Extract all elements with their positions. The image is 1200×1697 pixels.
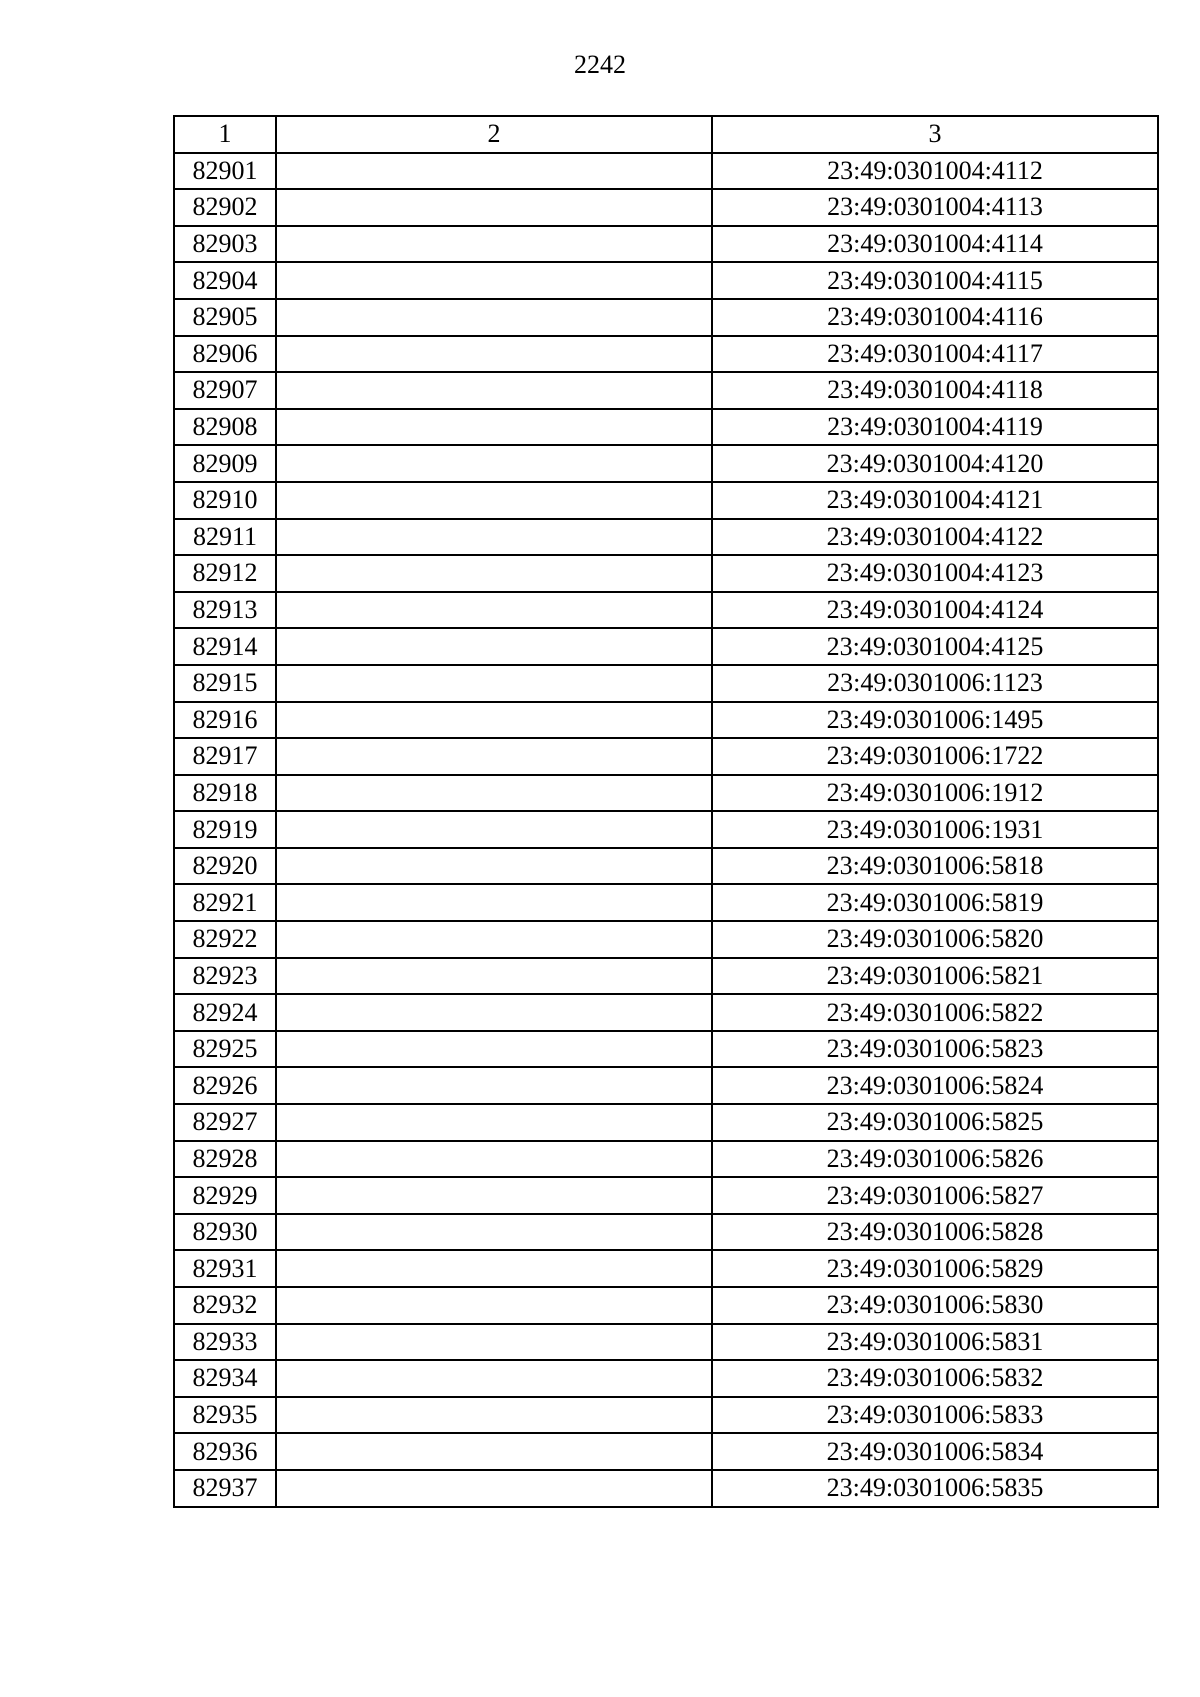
table-row [174,1470,1158,1507]
cadastral-number-cell: 23:49:0301006:1912 [712,775,1158,812]
table-row [174,775,1158,812]
cadastral-number-cell: 23:49:0301006:5826 [712,1141,1158,1178]
table-row [174,1433,1158,1470]
name-cell [276,702,712,739]
cadastral-number-cell: 23:49:0301004:4125 [712,628,1158,665]
name-cell [276,775,712,812]
row-number-cell: 82924 [174,994,276,1031]
cadastral-number-cell: 23:49:0301004:4114 [712,226,1158,263]
name-cell [276,1250,712,1287]
row-number-cell: 82919 [174,811,276,848]
table-row [174,372,1158,409]
row-number-cell: 82930 [174,1214,276,1251]
name-cell [276,1360,712,1397]
name-cell [276,445,712,482]
table-row [174,299,1158,336]
name-cell [276,848,712,885]
row-number-cell: 82922 [174,921,276,958]
table-row [174,884,1158,921]
name-cell [276,1031,712,1068]
row-number-cell: 82903 [174,226,276,263]
table-row [174,262,1158,299]
table-row [174,1360,1158,1397]
cadastral-number-cell: 23:49:0301004:4121 [712,482,1158,519]
name-cell [276,1433,712,1470]
cadastral-number-cell: 23:49:0301006:5828 [712,1214,1158,1251]
name-cell [276,336,712,373]
cadastral-number-cell: 23:49:0301006:1123 [712,665,1158,702]
name-cell [276,1324,712,1361]
name-cell [276,262,712,299]
register-table [173,115,1159,1508]
table-row [174,1067,1158,1104]
cadastral-number-cell: 23:49:0301006:5835 [712,1470,1158,1507]
row-number-cell: 82913 [174,592,276,629]
cadastral-number-cell: 23:49:0301004:4119 [712,409,1158,446]
name-cell [276,409,712,446]
row-number-cell: 82929 [174,1177,276,1214]
cadastral-number-cell: 23:49:0301006:1495 [712,702,1158,739]
table-row [174,592,1158,629]
row-number-cell: 82934 [174,1360,276,1397]
row-number-cell: 82915 [174,665,276,702]
table-row [174,811,1158,848]
page-number: 2242 [574,50,626,79]
row-number-cell: 82918 [174,775,276,812]
column-header-2: 2 [276,116,712,153]
table-row [174,1214,1158,1251]
name-cell [276,1141,712,1178]
name-cell [276,921,712,958]
name-cell [276,628,712,665]
cadastral-number-cell: 23:49:0301004:4113 [712,189,1158,226]
table-row [174,848,1158,885]
table-row [174,1177,1158,1214]
row-number-cell: 82905 [174,299,276,336]
cadastral-number-cell: 23:49:0301004:4116 [712,299,1158,336]
row-number-cell: 82901 [174,153,276,190]
row-number-cell: 82920 [174,848,276,885]
table-row [174,336,1158,373]
cadastral-number-cell: 23:49:0301006:5824 [712,1067,1158,1104]
cadastral-number-cell: 23:49:0301006:5831 [712,1324,1158,1361]
name-cell [276,738,712,775]
name-cell [276,1104,712,1141]
table-row [174,1250,1158,1287]
row-number-cell: 82904 [174,262,276,299]
name-cell [276,958,712,995]
column-header-3: 3 [712,116,1158,153]
cadastral-number-cell: 23:49:0301004:4123 [712,555,1158,592]
table-body [174,153,1158,1507]
cadastral-number-cell: 23:49:0301006:5818 [712,848,1158,885]
row-number-cell: 82911 [174,519,276,556]
table-row [174,628,1158,665]
row-number-cell: 82932 [174,1287,276,1324]
cadastral-number-cell: 23:49:0301006:5822 [712,994,1158,1031]
row-number-cell: 82928 [174,1141,276,1178]
table-row [174,702,1158,739]
table-row [174,1104,1158,1141]
table-row [174,482,1158,519]
name-cell [276,482,712,519]
name-cell [276,1470,712,1507]
cadastral-number-cell: 23:49:0301004:4112 [712,153,1158,190]
row-number-cell: 82935 [174,1397,276,1434]
row-number-cell: 82914 [174,628,276,665]
row-number-cell: 82923 [174,958,276,995]
row-number-cell: 82908 [174,409,276,446]
row-number-cell: 82926 [174,1067,276,1104]
cadastral-number-cell: 23:49:0301004:4117 [712,336,1158,373]
cadastral-number-cell: 23:49:0301004:4122 [712,519,1158,556]
row-number-cell: 82910 [174,482,276,519]
cadastral-number-cell: 23:49:0301006:1931 [712,811,1158,848]
row-number-cell: 82907 [174,372,276,409]
name-cell [276,884,712,921]
cadastral-number-cell: 23:49:0301006:5834 [712,1433,1158,1470]
name-cell [276,1214,712,1251]
cadastral-number-cell: 23:49:0301006:5823 [712,1031,1158,1068]
table-row [174,226,1158,263]
name-cell [276,226,712,263]
table-row [174,409,1158,446]
row-number-cell: 82902 [174,189,276,226]
cadastral-number-cell: 23:49:0301004:4120 [712,445,1158,482]
cadastral-number-cell: 23:49:0301006:5830 [712,1287,1158,1324]
cadastral-number-cell: 23:49:0301006:5825 [712,1104,1158,1141]
table-row [174,1324,1158,1361]
column-header-1: 1 [174,116,276,153]
cadastral-number-cell: 23:49:0301006:5820 [712,921,1158,958]
name-cell [276,665,712,702]
cadastral-number-cell: 23:49:0301004:4118 [712,372,1158,409]
row-number-cell: 82921 [174,884,276,921]
cadastral-number-cell: 23:49:0301006:5819 [712,884,1158,921]
table-row [174,738,1158,775]
name-cell [276,519,712,556]
row-number-cell: 82917 [174,738,276,775]
cadastral-number-cell: 23:49:0301004:4115 [712,262,1158,299]
name-cell [276,189,712,226]
row-number-cell: 82909 [174,445,276,482]
row-number-cell: 82933 [174,1324,276,1361]
name-cell [276,555,712,592]
cadastral-number-cell: 23:49:0301006:5821 [712,958,1158,995]
name-cell [276,811,712,848]
table-row [174,1287,1158,1324]
name-cell [276,592,712,629]
name-cell [276,1287,712,1324]
row-number-cell: 82925 [174,1031,276,1068]
row-number-cell: 82937 [174,1470,276,1507]
cadastral-number-cell: 23:49:0301004:4124 [712,592,1158,629]
cadastral-number-cell: 23:49:0301006:5833 [712,1397,1158,1434]
table-row [174,994,1158,1031]
table-row [174,445,1158,482]
name-cell [276,1067,712,1104]
row-number-cell: 82931 [174,1250,276,1287]
name-cell [276,153,712,190]
row-number-cell: 82906 [174,336,276,373]
name-cell [276,299,712,336]
table-row [174,555,1158,592]
row-number-cell: 82916 [174,702,276,739]
table-row [174,665,1158,702]
table-row [174,519,1158,556]
table-row [174,1141,1158,1178]
name-cell [276,1177,712,1214]
table-row [174,958,1158,995]
cadastral-number-cell: 23:49:0301006:5832 [712,1360,1158,1397]
cadastral-number-cell: 23:49:0301006:5829 [712,1250,1158,1287]
row-number-cell: 82927 [174,1104,276,1141]
table-row [174,1397,1158,1434]
name-cell [276,372,712,409]
cadastral-number-cell: 23:49:0301006:1722 [712,738,1158,775]
table-row [174,1031,1158,1068]
row-number-cell: 82936 [174,1433,276,1470]
table-row [174,153,1158,190]
table-row [174,189,1158,226]
table-row [174,921,1158,958]
row-number-cell: 82912 [174,555,276,592]
name-cell [276,994,712,1031]
cadastral-number-cell: 23:49:0301006:5827 [712,1177,1158,1214]
header-row [174,116,1158,153]
name-cell [276,1397,712,1434]
